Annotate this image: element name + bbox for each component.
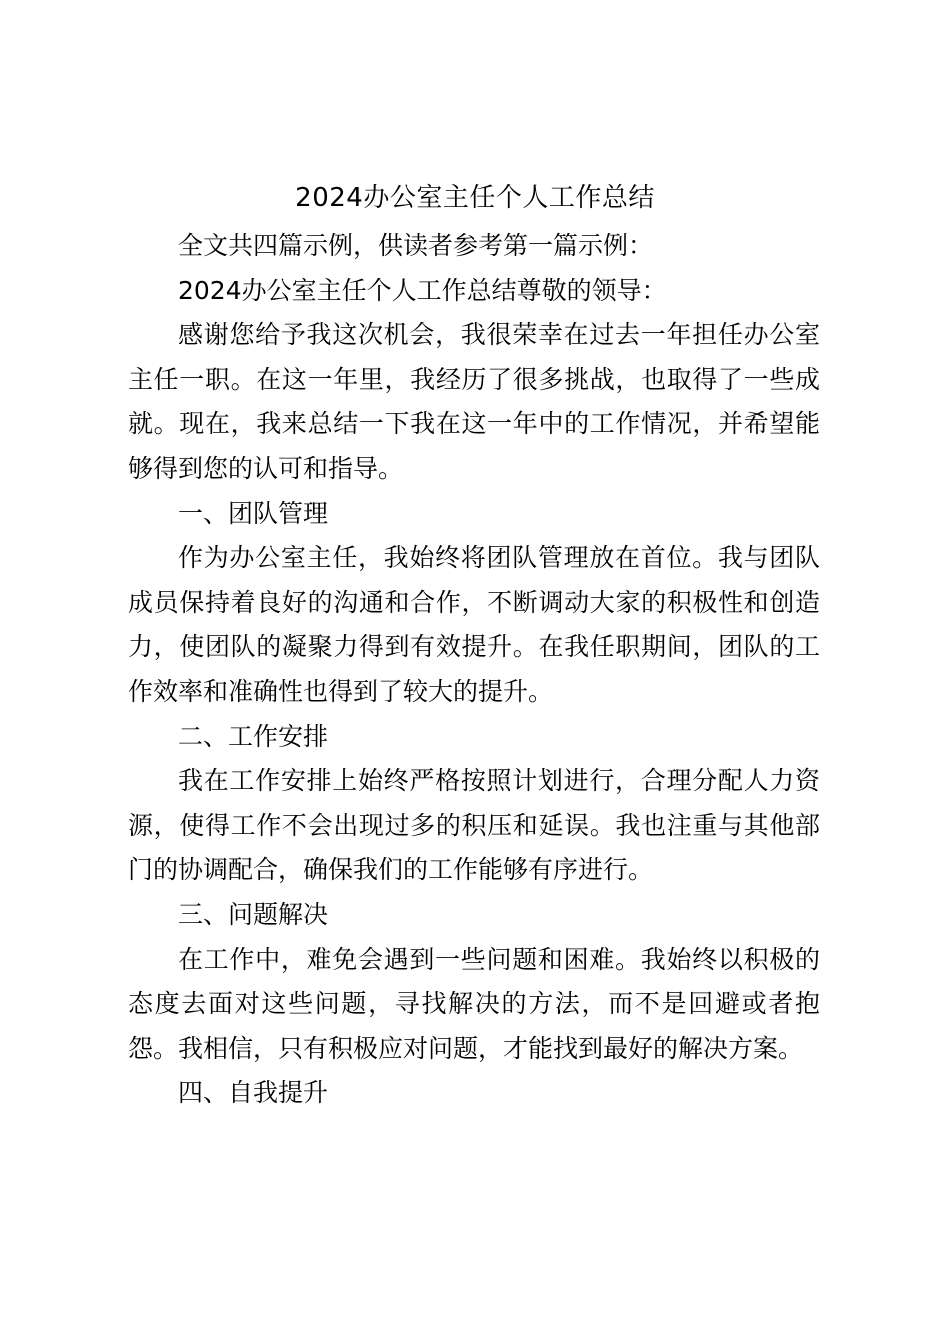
section-heading-self-improvement: 四、自我提升 — [178, 1078, 329, 1108]
section-paragraph-team-management: 作为办公室主任，我始终将团队管理放在首位。我与团队成员保持着良好的沟通和合作，不断调动大家的积极性和创造力，使团队的凝聚力得到有效提升。在我任职期间，团队的工作效率和准确性也得到了较大的提升。 — [128, 543, 820, 706]
intro-line: 全文共四篇示例，供读者参考第一篇示例： — [178, 231, 654, 260]
salutation-line: 2024办公室主任个人工作总结尊敬的领导： — [178, 275, 667, 305]
opening-paragraph: 感谢您给予我这次机会，我很荣幸在过去一年担任办公室主任一职。在这一年里，我经历了很多挑战，也取得了一些成就。现在，我来总结一下我在这一年中的工作情况，并希望能够得到您的认可和指导。 — [128, 320, 820, 483]
section-heading-problem-solving: 三、问题解决 — [178, 899, 329, 929]
section-paragraph-problem-solving: 在工作中，难免会遇到一些问题和困难。我始终以积极的态度去面对这些问题，寻找解决的方法，而不是回避或者抱怨。我相信，只有积极应对问题，才能找到最好的解决方案。 — [128, 944, 820, 1063]
section-heading-team-management: 一、团队管理 — [178, 498, 329, 528]
document-title: 2024办公室主任个人工作总结 — [295, 183, 655, 213]
document-body — [128, 224, 820, 1116]
section-paragraph-work-arrangement: 我在工作安排上始终严格按照计划进行，合理分配人力资源，使得工作不会出现过多的积压和延误。我也注重与其他部门的协调配合，确保我们的工作能够有序进行。 — [128, 766, 820, 885]
section-heading-work-arrangement: 二、工作安排 — [178, 721, 329, 751]
